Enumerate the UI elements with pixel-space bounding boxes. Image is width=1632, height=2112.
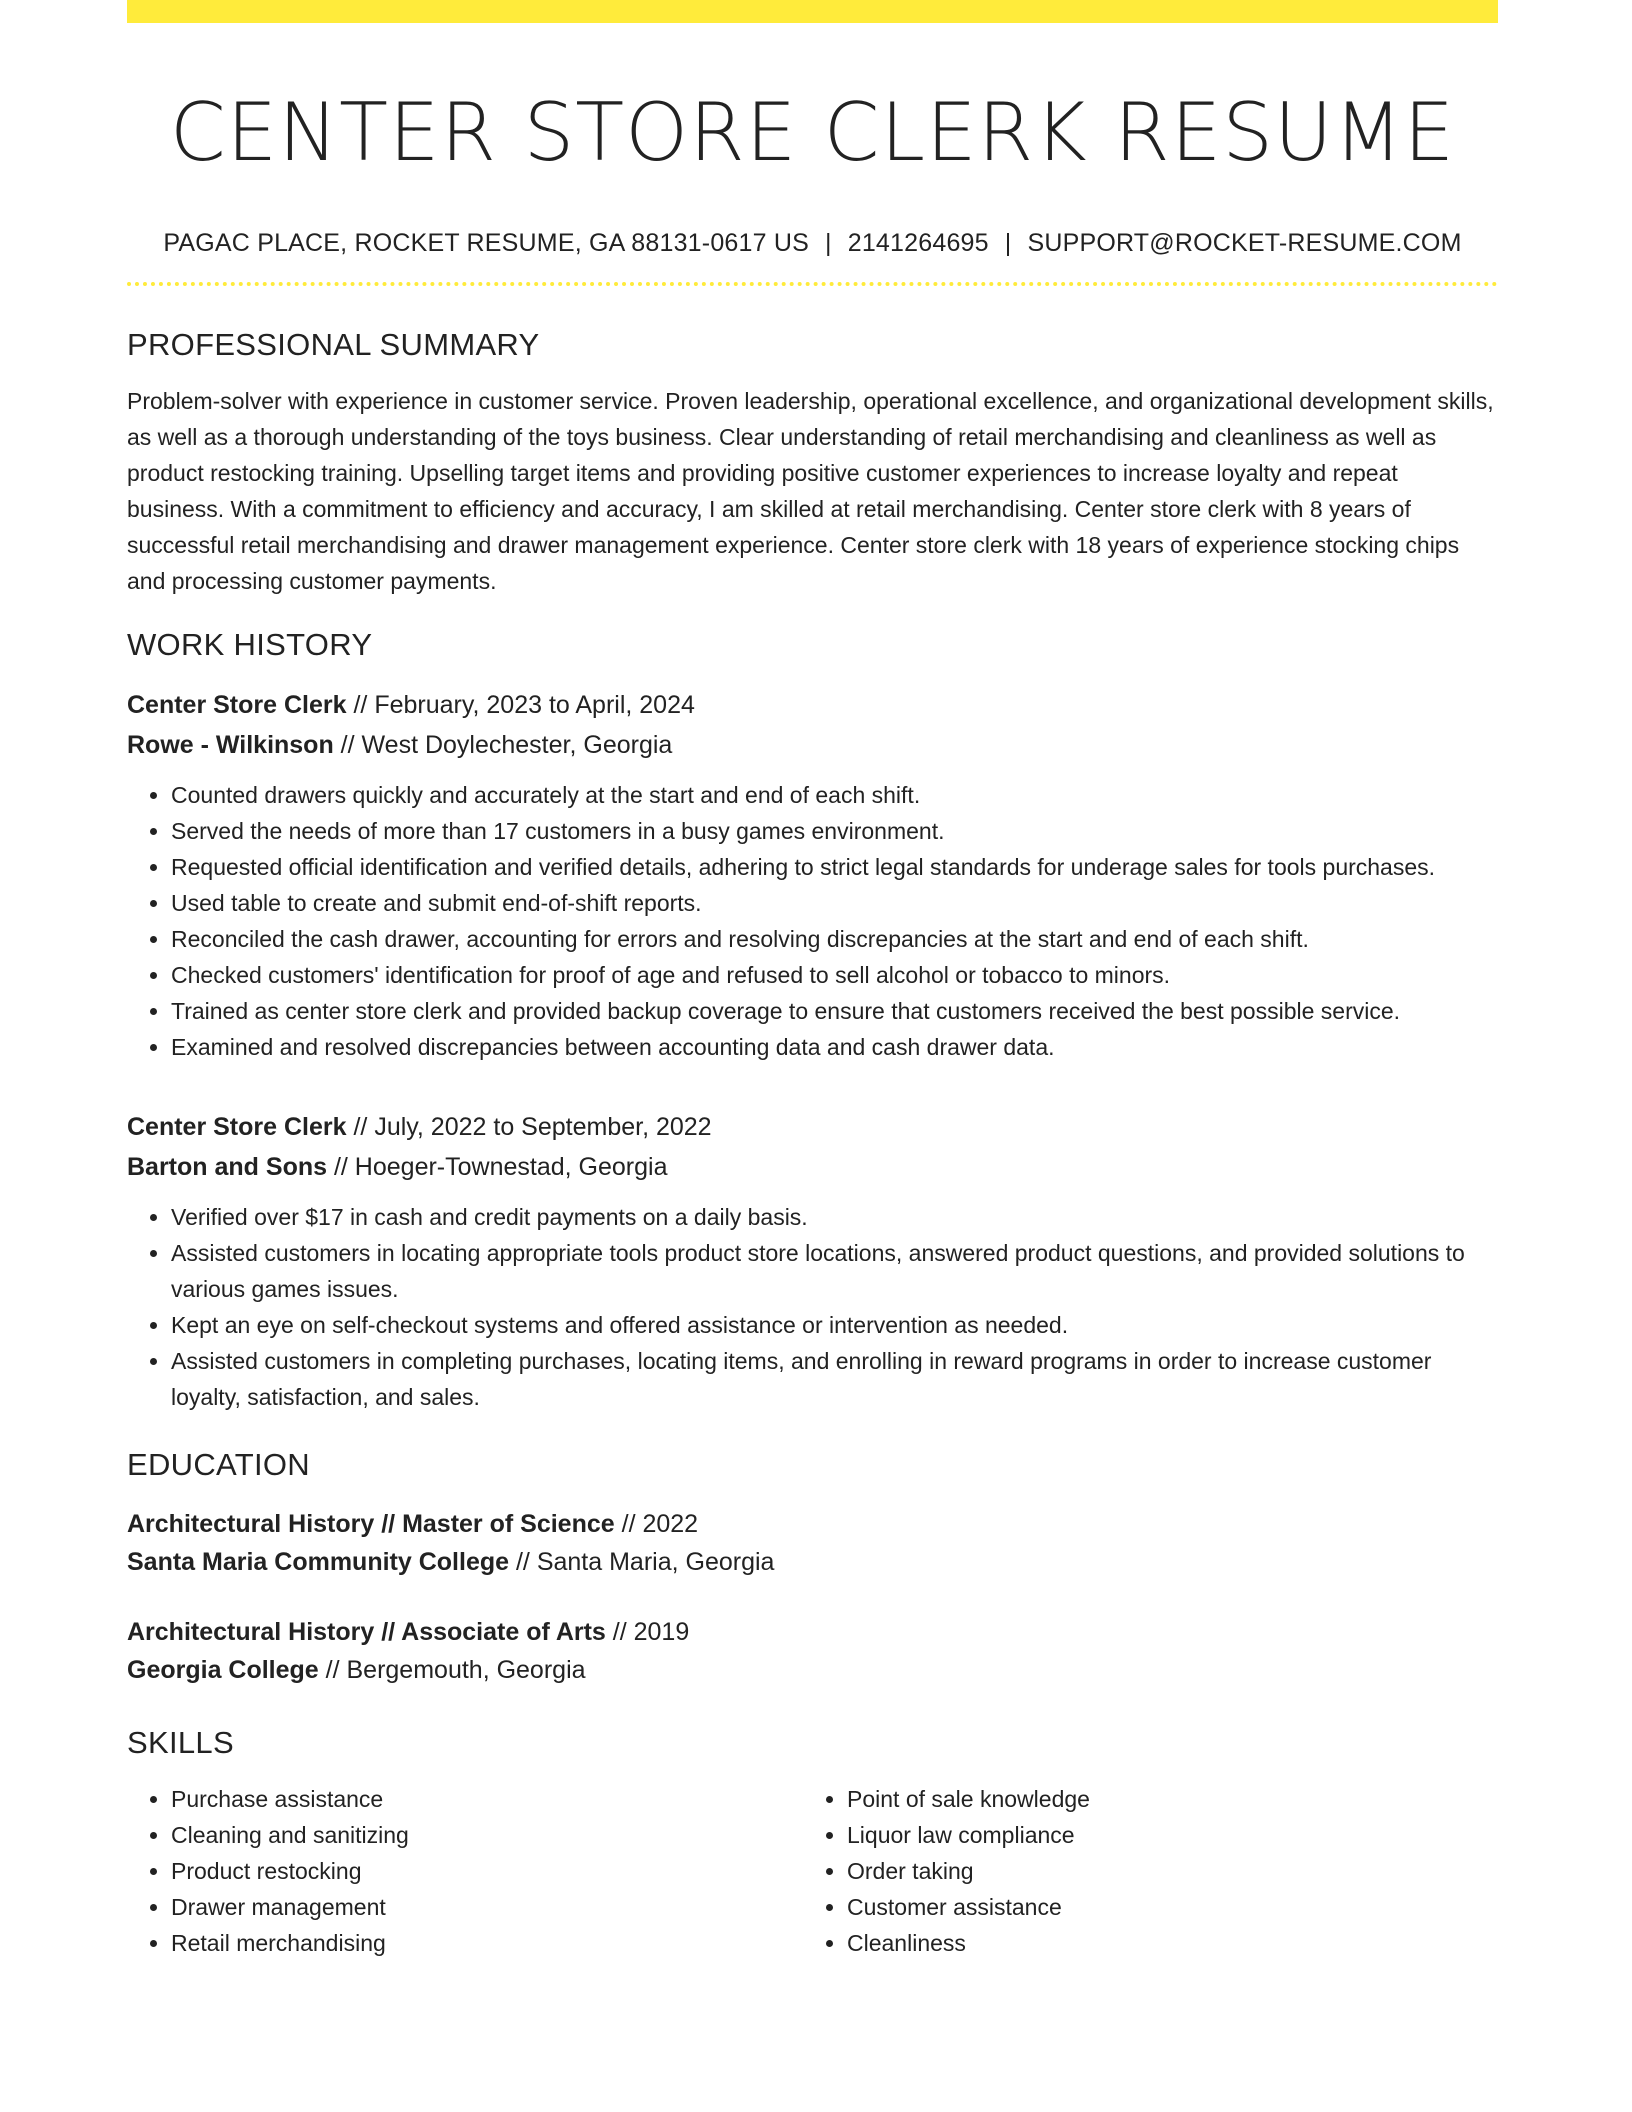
summary-heading: PROFESSIONAL SUMMARY: [127, 327, 540, 362]
list-item: • Used table to create and submit end-of-shift reports.: [171, 885, 1498, 921]
school-location: // Bergemouth, Georgia: [318, 1656, 586, 1684]
skills-section: [127, 1723, 1498, 1961]
contact-separator: |: [825, 229, 832, 257]
education-entry: [127, 1505, 1498, 1581]
degree-line: [127, 1613, 1498, 1651]
job-company: Barton and Sons: [127, 1153, 328, 1181]
graduation-year: // 2019: [605, 1618, 690, 1646]
education-heading: EDUCATION: [127, 1447, 310, 1482]
degree: Architectural History // Master of Science: [127, 1510, 615, 1538]
skill-item: • Point of sale knowledge: [847, 1781, 1447, 1817]
skill-item: • Drawer management: [171, 1889, 803, 1925]
dotted-divider: [127, 282, 1498, 286]
job-entry: [127, 1107, 1498, 1415]
list-item: • Requested official identification and verified details, adhering to strict legal standards for underage sales for tools purchases.: [171, 849, 1498, 885]
job-title-line: [127, 685, 1498, 725]
accent-top-bar: [127, 0, 1498, 23]
resume-page: [127, 0, 1498, 1961]
summary-text: Problem-solver with experience in customer service. Proven leadership, operational excellence, and organizational development skills, as well as a thorough understanding of the toys business. Clear understanding of retail merchandising and cleanliness as well as product restocking training. Upselling target items and providing positive customer experiences to increase loyalty and repeat business. With a commitment to efficiency and accuracy, I am skilled at retail merchandising. Center store clerk with 8 years of successful retail merchandising and drawer management experience. Center store clerk with 18 years of experience stocking chips and processing customer payments.: [127, 388, 1494, 594]
school: Georgia College: [127, 1656, 319, 1684]
skill-item: • Product restocking: [171, 1853, 803, 1889]
education-entry: [127, 1613, 1498, 1689]
list-item: • Reconciled the cash drawer, accounting for errors and resolving discrepancies at the start and end of each shift.: [171, 921, 1498, 957]
list-item: • Kept an eye on self-checkout systems and offered assistance or intervention as needed.: [171, 1307, 1498, 1343]
list-item: • Trained as center store clerk and provided backup coverage to ensure that customers received the best possible service.: [171, 993, 1498, 1029]
contact-address: PAGAC PLACE, ROCKET RESUME, GA 88131-0617 US: [163, 229, 810, 257]
list-item: • Assisted customers in completing purchases, locating items, and enrolling in reward programs in order to increase customer loyalty, satisfaction, and sales.: [171, 1343, 1498, 1415]
job-title-line: [127, 1107, 1498, 1147]
job-location: // Hoeger-Townestad, Georgia: [327, 1153, 668, 1181]
skill-item: • Order taking: [847, 1853, 1447, 1889]
list-item: • Verified over $17 in cash and credit payments on a daily basis.: [171, 1199, 1498, 1235]
skill-item: • Purchase assistance: [171, 1781, 803, 1817]
degree: Architectural History // Associate of Arts: [127, 1618, 606, 1646]
job-title: Center Store Clerk: [127, 691, 347, 719]
school-line: [127, 1543, 1498, 1581]
graduation-year: // 2022: [614, 1510, 699, 1538]
job-location: // West Doylechester, Georgia: [333, 731, 673, 759]
list-item: • Counted drawers quickly and accurately at the start and end of each shift.: [171, 777, 1498, 813]
contact-line: [127, 227, 1498, 259]
school: Santa Maria Community College: [127, 1548, 510, 1576]
work-history-heading: WORK HISTORY: [127, 627, 373, 662]
list-item: • Assisted customers in locating appropriate tools product store locations, answered product questions, and provided solutions to various games issues.: [171, 1235, 1498, 1307]
school-location: // Santa Maria, Georgia: [509, 1548, 775, 1576]
list-item: • Served the needs of more than 17 customers in a busy games environment.: [171, 813, 1498, 849]
contact-email: SUPPORT@ROCKET-RESUME.COM: [1027, 229, 1462, 257]
summary-section: [127, 325, 1498, 599]
work-history-section: [127, 625, 1498, 1415]
degree-line: [127, 1505, 1498, 1543]
contact-phone: 2141264695: [847, 229, 989, 257]
resume-title: CENTER STORE CLERK RESUME: [169, 86, 1456, 179]
job-company-line: [127, 1147, 1498, 1187]
job-company: Rowe - Wilkinson: [127, 731, 334, 759]
skills-heading: SKILLS: [127, 1725, 234, 1760]
job-bullets: [127, 777, 1498, 1065]
skill-item: • Retail merchandising: [171, 1925, 803, 1961]
school-line: [127, 1651, 1498, 1689]
list-item: • Examined and resolved discrepancies between accounting data and cash drawer data.: [171, 1029, 1498, 1065]
job-company-line: [127, 725, 1498, 765]
job-title: Center Store Clerk: [127, 1113, 347, 1141]
skills-list-right: [803, 1781, 1447, 1961]
job-entry: [127, 685, 1498, 1065]
list-item: • Checked customers' identification for proof of age and refused to sell alcohol or tobacco to minors.: [171, 957, 1498, 993]
job-bullets: [127, 1199, 1498, 1415]
skills-list-left: [127, 1781, 803, 1961]
skills-columns: [127, 1781, 1498, 1961]
education-section: [127, 1445, 1498, 1689]
job-dates: // July, 2022 to September, 2022: [346, 1113, 712, 1141]
skill-item: • Cleanliness: [847, 1925, 1447, 1961]
job-dates: // February, 2023 to April, 2024: [346, 691, 695, 719]
skill-item: • Customer assistance: [847, 1889, 1447, 1925]
skill-item: • Liquor law compliance: [847, 1817, 1447, 1853]
contact-separator: |: [1004, 229, 1012, 257]
skill-item: • Cleaning and sanitizing: [171, 1817, 803, 1853]
